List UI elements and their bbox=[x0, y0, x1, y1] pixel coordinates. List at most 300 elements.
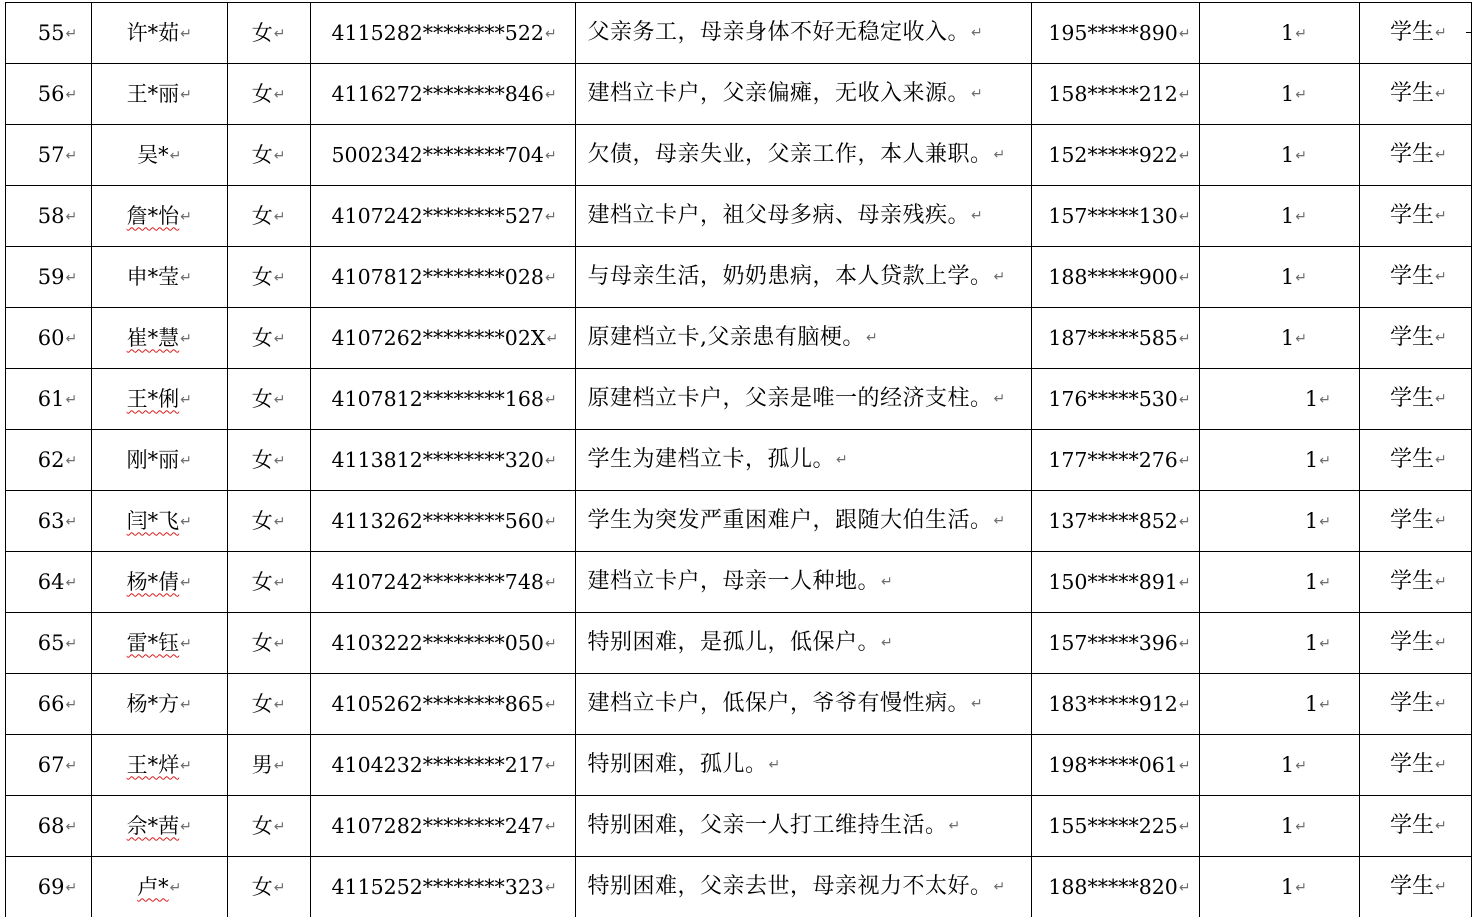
row-number-cell bbox=[6, 857, 92, 917]
row-number-text: 67 bbox=[37, 752, 65, 777]
hardship-reason-text: 特别困难，孤儿。 bbox=[587, 752, 768, 777]
count-text: 1 bbox=[1304, 386, 1319, 411]
paragraph-mark-icon: ↵ bbox=[1178, 757, 1191, 774]
paragraph-mark-icon: ↵ bbox=[1178, 879, 1191, 896]
gender-cell bbox=[227, 186, 310, 247]
paragraph-mark-icon: ↵ bbox=[970, 696, 984, 712]
paragraph-mark-icon: ↵ bbox=[169, 147, 182, 164]
paragraph-mark-icon: ↵ bbox=[544, 757, 557, 774]
paragraph-mark-icon: ↵ bbox=[1178, 208, 1191, 225]
id-number-text: 4113262********560 bbox=[331, 508, 544, 533]
paragraph-mark-icon: ↵ bbox=[1435, 25, 1447, 41]
id-number-text: 4115282********522 bbox=[331, 20, 544, 45]
row-number-text: 66 bbox=[37, 691, 65, 716]
role-cell bbox=[1360, 735, 1472, 796]
id-number-text: 4113812********320 bbox=[331, 447, 544, 472]
gender-cell bbox=[227, 613, 310, 674]
count-text: 1 bbox=[1280, 874, 1295, 899]
count-cell bbox=[1200, 64, 1360, 125]
phone-cell bbox=[1032, 125, 1200, 186]
row-number-cell bbox=[6, 491, 92, 552]
paragraph-mark-icon: ↵ bbox=[544, 696, 557, 713]
hardship-reason-text: 特别困难，父亲一人打工维持生活。 bbox=[587, 813, 948, 838]
row-number-cell bbox=[6, 735, 92, 796]
paragraph-mark-icon: ↵ bbox=[970, 208, 984, 224]
table-row bbox=[6, 125, 1472, 186]
id-number-cell bbox=[310, 247, 576, 308]
gender-cell bbox=[227, 308, 310, 369]
paragraph-mark-icon: ↵ bbox=[273, 269, 286, 286]
gender-cell bbox=[227, 491, 310, 552]
paragraph-mark-icon: ↵ bbox=[1178, 452, 1191, 469]
gender-text: 女 bbox=[251, 874, 273, 899]
role-cell bbox=[1360, 125, 1472, 186]
paragraph-mark-icon: ↵ bbox=[180, 391, 192, 408]
gender-text: 女 bbox=[251, 81, 273, 106]
count-text: 1 bbox=[1280, 142, 1295, 167]
hardship-reason-text: 特别困难，父亲去世，母亲视力不太好。 bbox=[587, 874, 993, 899]
gender-cell bbox=[227, 674, 310, 735]
paragraph-mark-icon: ↵ bbox=[1178, 86, 1191, 103]
hardship-reason-text: 原建档立卡,父亲患有脑梗。 bbox=[587, 325, 865, 350]
paragraph-mark-icon: ↵ bbox=[65, 574, 78, 591]
row-number-cell bbox=[6, 552, 92, 613]
role-text: 学生 bbox=[1390, 142, 1435, 167]
count-cell bbox=[1200, 308, 1360, 369]
paragraph-mark-icon: ↵ bbox=[65, 879, 78, 896]
phone-cell bbox=[1032, 735, 1200, 796]
gender-text: 女 bbox=[251, 20, 273, 45]
paragraph-mark-icon: ↵ bbox=[1319, 574, 1332, 591]
id-number-text: 4107282********247 bbox=[331, 813, 544, 838]
role-text: 学生 bbox=[1390, 447, 1435, 472]
paragraph-mark-icon: ↵ bbox=[273, 513, 286, 530]
paragraph-mark-icon: ↵ bbox=[1178, 818, 1191, 835]
role-text: 学生 bbox=[1390, 203, 1435, 228]
phone-cell bbox=[1032, 674, 1200, 735]
paragraph-mark-icon: ↵ bbox=[180, 696, 192, 713]
id-number-text: 4115252********323 bbox=[331, 874, 544, 899]
row-number-text: 65 bbox=[37, 630, 65, 655]
paragraph-mark-icon: ↵ bbox=[1295, 818, 1308, 835]
phone-text: 183*****912 bbox=[1048, 691, 1178, 716]
paragraph-mark-icon: ↵ bbox=[1435, 635, 1447, 651]
gender-cell bbox=[227, 247, 310, 308]
paragraph-mark-icon: ↵ bbox=[546, 330, 559, 347]
role-cell bbox=[1360, 430, 1472, 491]
table-row bbox=[6, 796, 1472, 857]
phone-text: 137*****852 bbox=[1048, 508, 1178, 533]
id-number-cell bbox=[310, 186, 576, 247]
gender-cell bbox=[227, 64, 310, 125]
paragraph-mark-icon: ↵ bbox=[993, 391, 1006, 407]
paragraph-mark-icon: ↵ bbox=[273, 86, 286, 103]
gender-cell bbox=[227, 369, 310, 430]
count-cell bbox=[1200, 369, 1360, 430]
paragraph-mark-icon: ↵ bbox=[273, 330, 286, 347]
student-name-text: 申*莹 bbox=[126, 264, 180, 289]
table-row bbox=[6, 3, 1472, 64]
count-text: 1 bbox=[1280, 813, 1295, 838]
count-text: 1 bbox=[1280, 20, 1295, 45]
role-cell bbox=[1360, 857, 1472, 917]
row-number-cell bbox=[6, 125, 92, 186]
role-cell bbox=[1360, 552, 1472, 613]
role-text: 学生 bbox=[1390, 630, 1435, 655]
table-row bbox=[6, 735, 1472, 796]
paragraph-mark-icon: ↵ bbox=[1319, 635, 1332, 652]
paragraph-mark-icon: ↵ bbox=[65, 330, 78, 347]
paragraph-mark-icon: ↵ bbox=[1295, 25, 1308, 42]
gender-cell bbox=[227, 796, 310, 857]
phone-cell bbox=[1032, 491, 1200, 552]
id-number-cell bbox=[310, 552, 576, 613]
gender-text: 女 bbox=[251, 447, 273, 472]
paragraph-mark-icon: ↵ bbox=[880, 635, 894, 651]
student-name-cell bbox=[91, 64, 227, 125]
gender-text: 女 bbox=[251, 325, 273, 350]
role-cell bbox=[1360, 64, 1472, 125]
id-number-cell bbox=[310, 3, 576, 64]
phone-text: 150*****891 bbox=[1048, 569, 1178, 594]
gender-cell bbox=[227, 125, 310, 186]
count-cell bbox=[1200, 857, 1360, 917]
student-aid-table bbox=[5, 2, 1472, 917]
id-number-cell bbox=[310, 613, 576, 674]
id-number-text: 4107242********527 bbox=[331, 203, 544, 228]
table-row bbox=[6, 430, 1472, 491]
row-number-cell bbox=[6, 430, 92, 491]
gender-text: 女 bbox=[251, 691, 273, 716]
student-name-cell bbox=[91, 3, 227, 64]
count-text: 1 bbox=[1304, 569, 1319, 594]
hardship-reason-text: 欠债，母亲失业，父亲工作，本人兼职。 bbox=[587, 142, 993, 167]
phone-text: 157*****130 bbox=[1048, 203, 1178, 228]
paragraph-mark-icon: ↵ bbox=[970, 25, 984, 41]
role-text: 学生 bbox=[1390, 325, 1435, 350]
hardship-reason-cell bbox=[576, 735, 1032, 796]
row-number-text: 55 bbox=[37, 20, 65, 45]
paragraph-mark-icon: ↵ bbox=[1178, 269, 1191, 286]
count-text: 1 bbox=[1280, 752, 1295, 777]
paragraph-mark-icon: ↵ bbox=[544, 269, 557, 286]
paragraph-mark-icon: ↵ bbox=[544, 452, 557, 469]
paragraph-mark-icon: ↵ bbox=[544, 86, 557, 103]
student-name-cell bbox=[91, 308, 227, 369]
id-number-text: 4107262********02X bbox=[331, 325, 546, 350]
paragraph-mark-icon: ↵ bbox=[65, 513, 78, 530]
count-cell bbox=[1200, 735, 1360, 796]
student-name-cell bbox=[91, 857, 227, 917]
row-number-text: 60 bbox=[37, 325, 65, 350]
paragraph-mark-icon: ↵ bbox=[544, 879, 557, 896]
student-name-text: 卢* bbox=[137, 874, 169, 899]
gender-cell bbox=[227, 3, 310, 64]
paragraph-mark-icon: ↵ bbox=[993, 269, 1006, 285]
phone-cell bbox=[1032, 369, 1200, 430]
column-edge-mark bbox=[1466, 32, 1472, 33]
role-cell bbox=[1360, 491, 1472, 552]
row-number-text: 58 bbox=[37, 203, 65, 228]
paragraph-mark-icon: ↵ bbox=[273, 818, 286, 835]
hardship-reason-text: 原建档立卡户，父亲是唯一的经济支柱。 bbox=[587, 386, 993, 411]
paragraph-mark-icon: ↵ bbox=[1319, 696, 1332, 713]
paragraph-mark-icon: ↵ bbox=[544, 513, 557, 530]
gender-text: 女 bbox=[251, 142, 273, 167]
role-cell bbox=[1360, 308, 1472, 369]
student-name-text: 詹*怡 bbox=[126, 203, 180, 228]
count-text: 1 bbox=[1280, 325, 1295, 350]
paragraph-mark-icon: ↵ bbox=[1435, 269, 1447, 285]
phone-cell bbox=[1032, 308, 1200, 369]
paragraph-mark-icon: ↵ bbox=[273, 574, 286, 591]
paragraph-mark-icon: ↵ bbox=[1178, 25, 1191, 42]
paragraph-mark-icon: ↵ bbox=[65, 86, 78, 103]
phone-text: 187*****585 bbox=[1048, 325, 1178, 350]
paragraph-mark-icon: ↵ bbox=[1178, 635, 1191, 652]
count-cell bbox=[1200, 186, 1360, 247]
paragraph-mark-icon: ↵ bbox=[273, 635, 286, 652]
id-number-cell bbox=[310, 735, 576, 796]
student-name-cell bbox=[91, 125, 227, 186]
hardship-reason-cell bbox=[576, 613, 1032, 674]
student-name-text: 刚*丽 bbox=[126, 447, 180, 472]
paragraph-mark-icon: ↵ bbox=[169, 879, 182, 896]
hardship-reason-cell bbox=[576, 369, 1032, 430]
paragraph-mark-icon: ↵ bbox=[880, 574, 894, 590]
count-text: 1 bbox=[1304, 691, 1319, 716]
paragraph-mark-icon: ↵ bbox=[1319, 513, 1332, 530]
count-cell bbox=[1200, 125, 1360, 186]
paragraph-mark-icon: ↵ bbox=[180, 757, 192, 774]
phone-text: 152*****922 bbox=[1048, 142, 1178, 167]
count-cell bbox=[1200, 796, 1360, 857]
hardship-reason-text: 父亲务工，母亲身体不好无稳定收入。 bbox=[587, 20, 970, 45]
role-text: 学生 bbox=[1390, 20, 1435, 45]
paragraph-mark-icon: ↵ bbox=[180, 452, 192, 469]
phone-text: 177*****276 bbox=[1048, 447, 1178, 472]
paragraph-mark-icon: ↵ bbox=[1295, 757, 1308, 774]
paragraph-mark-icon: ↵ bbox=[1435, 696, 1447, 712]
paragraph-mark-icon: ↵ bbox=[993, 147, 1006, 163]
count-cell bbox=[1200, 674, 1360, 735]
id-number-cell bbox=[310, 491, 576, 552]
count-text: 1 bbox=[1304, 447, 1319, 472]
phone-cell bbox=[1032, 613, 1200, 674]
row-number-cell bbox=[6, 3, 92, 64]
paragraph-mark-icon: ↵ bbox=[544, 574, 557, 591]
table-row bbox=[6, 674, 1472, 735]
table-row bbox=[6, 186, 1472, 247]
id-number-text: 4104232********217 bbox=[331, 752, 544, 777]
paragraph-mark-icon: ↵ bbox=[1319, 391, 1332, 408]
role-cell bbox=[1360, 186, 1472, 247]
student-name-text: 佘*茜 bbox=[126, 813, 180, 838]
hardship-reason-text: 建档立卡户，祖父母多病、母亲残疾。 bbox=[587, 203, 970, 228]
table-row bbox=[6, 552, 1472, 613]
paragraph-mark-icon: ↵ bbox=[1319, 452, 1332, 469]
student-name-cell bbox=[91, 186, 227, 247]
id-number-text: 4116272********846 bbox=[331, 81, 544, 106]
row-number-text: 57 bbox=[37, 142, 65, 167]
paragraph-mark-icon: ↵ bbox=[180, 269, 192, 286]
paragraph-mark-icon: ↵ bbox=[1295, 330, 1308, 347]
role-cell bbox=[1360, 674, 1472, 735]
gender-text: 女 bbox=[251, 813, 273, 838]
paragraph-mark-icon: ↵ bbox=[835, 452, 849, 468]
id-number-text: 4107812********028 bbox=[331, 264, 544, 289]
hardship-reason-cell bbox=[576, 308, 1032, 369]
paragraph-mark-icon: ↵ bbox=[1435, 574, 1447, 590]
paragraph-mark-icon: ↵ bbox=[65, 452, 78, 469]
student-name-text: 王*俐 bbox=[126, 386, 180, 411]
role-cell bbox=[1360, 796, 1472, 857]
id-number-cell bbox=[310, 308, 576, 369]
paragraph-mark-icon: ↵ bbox=[180, 635, 192, 652]
gender-cell bbox=[227, 735, 310, 796]
paragraph-mark-icon: ↵ bbox=[1435, 452, 1447, 468]
student-name-text: 王*丽 bbox=[126, 81, 180, 106]
paragraph-mark-icon: ↵ bbox=[65, 818, 78, 835]
row-number-cell bbox=[6, 247, 92, 308]
table-row bbox=[6, 369, 1472, 430]
table-row bbox=[6, 857, 1472, 917]
paragraph-mark-icon: ↵ bbox=[544, 25, 557, 42]
phone-cell bbox=[1032, 552, 1200, 613]
paragraph-mark-icon: ↵ bbox=[180, 513, 192, 530]
hardship-reason-cell bbox=[576, 552, 1032, 613]
hardship-reason-cell bbox=[576, 64, 1032, 125]
id-number-text: 4107812********168 bbox=[331, 386, 544, 411]
id-number-cell bbox=[310, 857, 576, 917]
student-name-text: 崔*慧 bbox=[126, 325, 180, 350]
paragraph-mark-icon: ↵ bbox=[273, 391, 286, 408]
role-text: 学生 bbox=[1390, 508, 1435, 533]
row-number-text: 61 bbox=[37, 386, 65, 411]
hardship-reason-text: 建档立卡户，父亲偏瘫，无收入来源。 bbox=[587, 81, 970, 106]
row-number-text: 69 bbox=[37, 874, 65, 899]
role-text: 学生 bbox=[1390, 813, 1435, 838]
paragraph-mark-icon: ↵ bbox=[1178, 330, 1191, 347]
paragraph-mark-icon: ↵ bbox=[1295, 879, 1308, 896]
count-text: 1 bbox=[1304, 630, 1319, 655]
paragraph-mark-icon: ↵ bbox=[1178, 391, 1191, 408]
paragraph-mark-icon: ↵ bbox=[1435, 391, 1447, 407]
paragraph-mark-icon: ↵ bbox=[1295, 208, 1308, 225]
id-number-text: 4103222********050 bbox=[331, 630, 544, 655]
count-cell bbox=[1200, 430, 1360, 491]
row-number-text: 59 bbox=[37, 264, 65, 289]
id-number-cell bbox=[310, 796, 576, 857]
student-name-text: 许*茹 bbox=[126, 20, 180, 45]
phone-cell bbox=[1032, 430, 1200, 491]
table-row bbox=[6, 247, 1472, 308]
student-name-cell bbox=[91, 674, 227, 735]
paragraph-mark-icon: ↵ bbox=[65, 696, 78, 713]
count-cell bbox=[1200, 552, 1360, 613]
paragraph-mark-icon: ↵ bbox=[1295, 86, 1308, 103]
hardship-reason-cell bbox=[576, 247, 1032, 308]
phone-cell bbox=[1032, 3, 1200, 64]
id-number-text: 4105262********865 bbox=[331, 691, 544, 716]
paragraph-mark-icon: ↵ bbox=[1178, 147, 1191, 164]
row-number-text: 56 bbox=[37, 81, 65, 106]
hardship-reason-text: 建档立卡户，母亲一人种地。 bbox=[587, 569, 880, 594]
gender-text: 女 bbox=[251, 264, 273, 289]
table-row bbox=[6, 491, 1472, 552]
role-text: 学生 bbox=[1390, 81, 1435, 106]
phone-cell bbox=[1032, 64, 1200, 125]
paragraph-mark-icon: ↵ bbox=[544, 818, 557, 835]
id-number-cell bbox=[310, 430, 576, 491]
paragraph-mark-icon: ↵ bbox=[1435, 330, 1447, 346]
paragraph-mark-icon: ↵ bbox=[544, 635, 557, 652]
count-text: 1 bbox=[1280, 203, 1295, 228]
count-cell bbox=[1200, 3, 1360, 64]
count-cell bbox=[1200, 613, 1360, 674]
student-name-text: 雷*钰 bbox=[126, 630, 180, 655]
paragraph-mark-icon: ↵ bbox=[65, 391, 78, 408]
role-text: 学生 bbox=[1390, 569, 1435, 594]
phone-text: 195*****890 bbox=[1048, 20, 1178, 45]
table-body bbox=[6, 3, 1472, 917]
paragraph-mark-icon: ↵ bbox=[1435, 208, 1447, 224]
student-name-text: 王*烊 bbox=[126, 752, 180, 777]
count-text: 1 bbox=[1280, 264, 1295, 289]
paragraph-mark-icon: ↵ bbox=[1178, 696, 1191, 713]
paragraph-mark-icon: ↵ bbox=[180, 86, 192, 103]
row-number-cell bbox=[6, 308, 92, 369]
gender-text: 女 bbox=[251, 508, 273, 533]
gender-text: 女 bbox=[251, 386, 273, 411]
table-row bbox=[6, 308, 1472, 369]
paragraph-mark-icon: ↵ bbox=[1178, 574, 1191, 591]
student-name-cell bbox=[91, 613, 227, 674]
hardship-reason-text: 建档立卡户，低保户，爷爷有慢性病。 bbox=[587, 691, 970, 716]
paragraph-mark-icon: ↵ bbox=[993, 879, 1006, 895]
paragraph-mark-icon: ↵ bbox=[1435, 513, 1447, 529]
paragraph-mark-icon: ↵ bbox=[768, 757, 781, 773]
phone-text: 157*****396 bbox=[1048, 630, 1178, 655]
row-number-text: 68 bbox=[37, 813, 65, 838]
paragraph-mark-icon: ↵ bbox=[993, 513, 1006, 529]
paragraph-mark-icon: ↵ bbox=[273, 25, 286, 42]
row-number-text: 62 bbox=[37, 447, 65, 472]
student-name-text: 闫*飞 bbox=[126, 508, 180, 533]
paragraph-mark-icon: ↵ bbox=[1295, 269, 1308, 286]
gender-text: 男 bbox=[251, 752, 273, 777]
phone-cell bbox=[1032, 186, 1200, 247]
row-number-text: 64 bbox=[37, 569, 65, 594]
row-number-cell bbox=[6, 64, 92, 125]
paragraph-mark-icon: ↵ bbox=[180, 25, 192, 42]
hardship-reason-cell bbox=[576, 3, 1032, 64]
hardship-reason-text: 学生为建档立卡，孤儿。 bbox=[587, 447, 835, 472]
hardship-reason-text: 特别困难，是孤儿，低保户。 bbox=[587, 630, 880, 655]
paragraph-mark-icon: ↵ bbox=[1435, 147, 1447, 163]
id-number-cell bbox=[310, 64, 576, 125]
phone-text: 176*****530 bbox=[1048, 386, 1178, 411]
row-number-text: 63 bbox=[37, 508, 65, 533]
student-name-cell bbox=[91, 369, 227, 430]
paragraph-mark-icon: ↵ bbox=[65, 147, 78, 164]
paragraph-mark-icon: ↵ bbox=[1435, 757, 1447, 773]
row-number-cell bbox=[6, 796, 92, 857]
hardship-reason-text: 与母亲生活，奶奶患病，本人贷款上学。 bbox=[587, 264, 993, 289]
role-text: 学生 bbox=[1390, 386, 1435, 411]
hardship-reason-text: 学生为突发严重困难户，跟随大伯生活。 bbox=[587, 508, 993, 533]
gender-cell bbox=[227, 430, 310, 491]
